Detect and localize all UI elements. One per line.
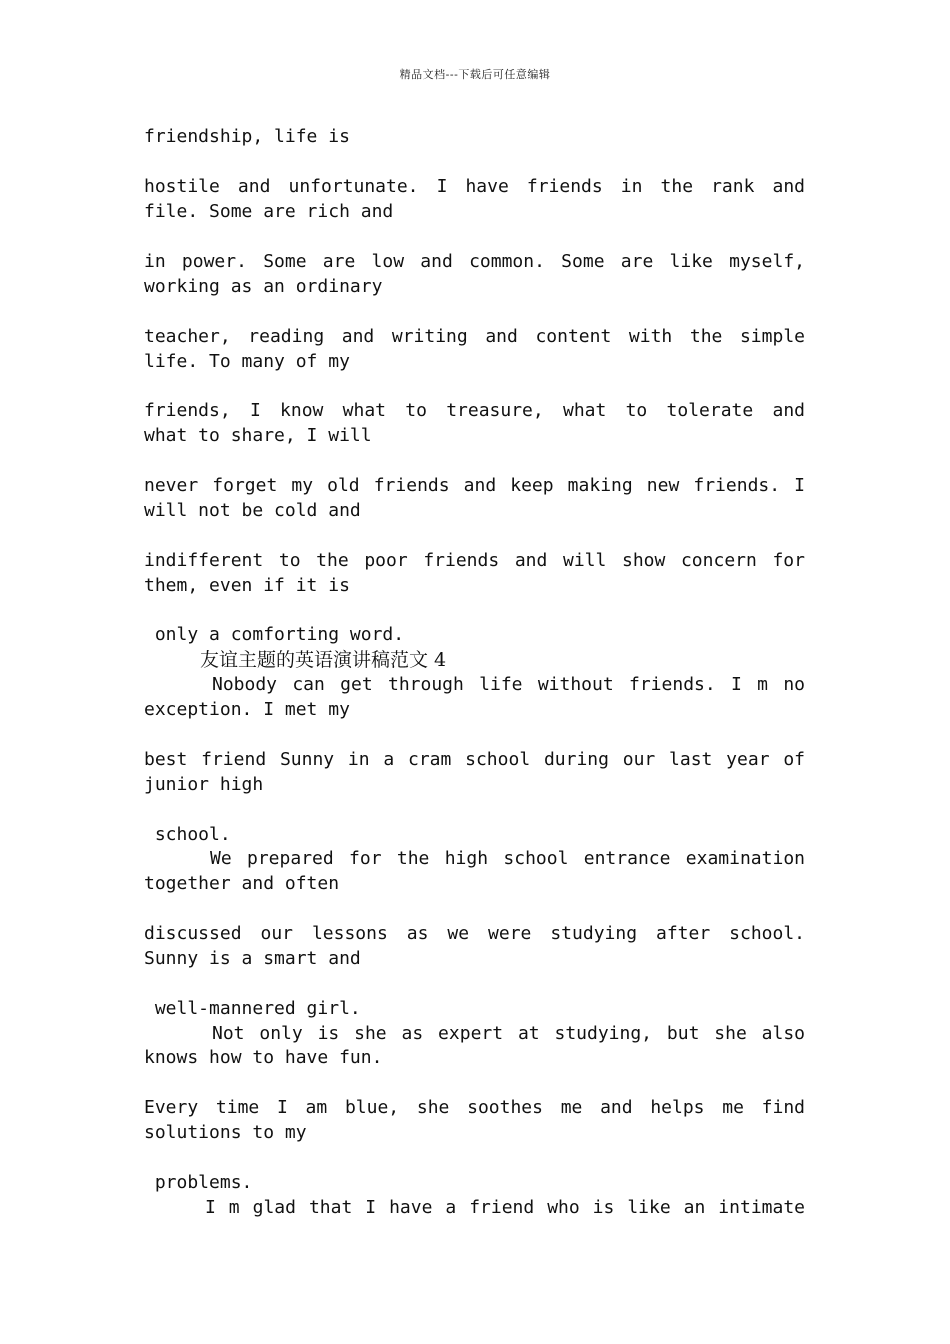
section-heading: 友谊主题的英语演讲稿范文 4 (200, 649, 447, 671)
text-line: teacher, reading and writing and content with the simple (144, 326, 805, 347)
text-line: problems. (144, 1172, 253, 1193)
text-line: indifferent to the poor friends and will show concern for (144, 550, 805, 571)
text-line: what to share, I will (144, 425, 372, 446)
text-line: Not only is she as expert at studying, but she also (212, 1023, 805, 1044)
text-line: life. To many of my (144, 351, 350, 372)
text-line: will not be cold and (144, 500, 361, 521)
text-line: school. (144, 824, 231, 845)
text-line: Nobody can get through life without friends. I m no (212, 674, 805, 695)
text-line: only a comforting word. (144, 624, 405, 645)
text-line: well-mannered girl. (144, 998, 361, 1019)
page-header: 精品文档---下载后可任意编辑 (399, 68, 551, 81)
text-line: knows how to have fun. (144, 1047, 383, 1068)
text-line: solutions to my (144, 1122, 307, 1143)
text-line: We prepared for the high school entrance examination (210, 848, 805, 869)
text-line: in power. Some are low and common. Some are like myself, (144, 251, 805, 272)
text-line: exception. I met my (144, 699, 350, 720)
text-line: never forget my old friends and keep making new friends. I (144, 475, 805, 496)
text-line: file. Some are rich and (144, 201, 394, 222)
text-line: working as an ordinary (144, 276, 383, 297)
text-line: junior high (144, 774, 264, 795)
text-line: hostile and unfortunate. I have friends in the rank and (144, 176, 805, 197)
text-line: them, even if it is (144, 575, 350, 596)
text-line: friends, I know what to treasure, what to tolerate and (144, 400, 805, 421)
text-line: Sunny is a smart and (144, 948, 361, 969)
text-line: I m glad that I have a friend who is like an intimate (205, 1197, 805, 1218)
text-line: friendship, life is (144, 126, 350, 147)
text-line: best friend Sunny in a cram school during our last year of (144, 749, 805, 770)
text-line: together and often (144, 873, 340, 894)
text-line: discussed our lessons as we were studying after school. (144, 923, 805, 944)
text-line: Every time I am blue, she soothes me and helps me find (144, 1097, 805, 1118)
